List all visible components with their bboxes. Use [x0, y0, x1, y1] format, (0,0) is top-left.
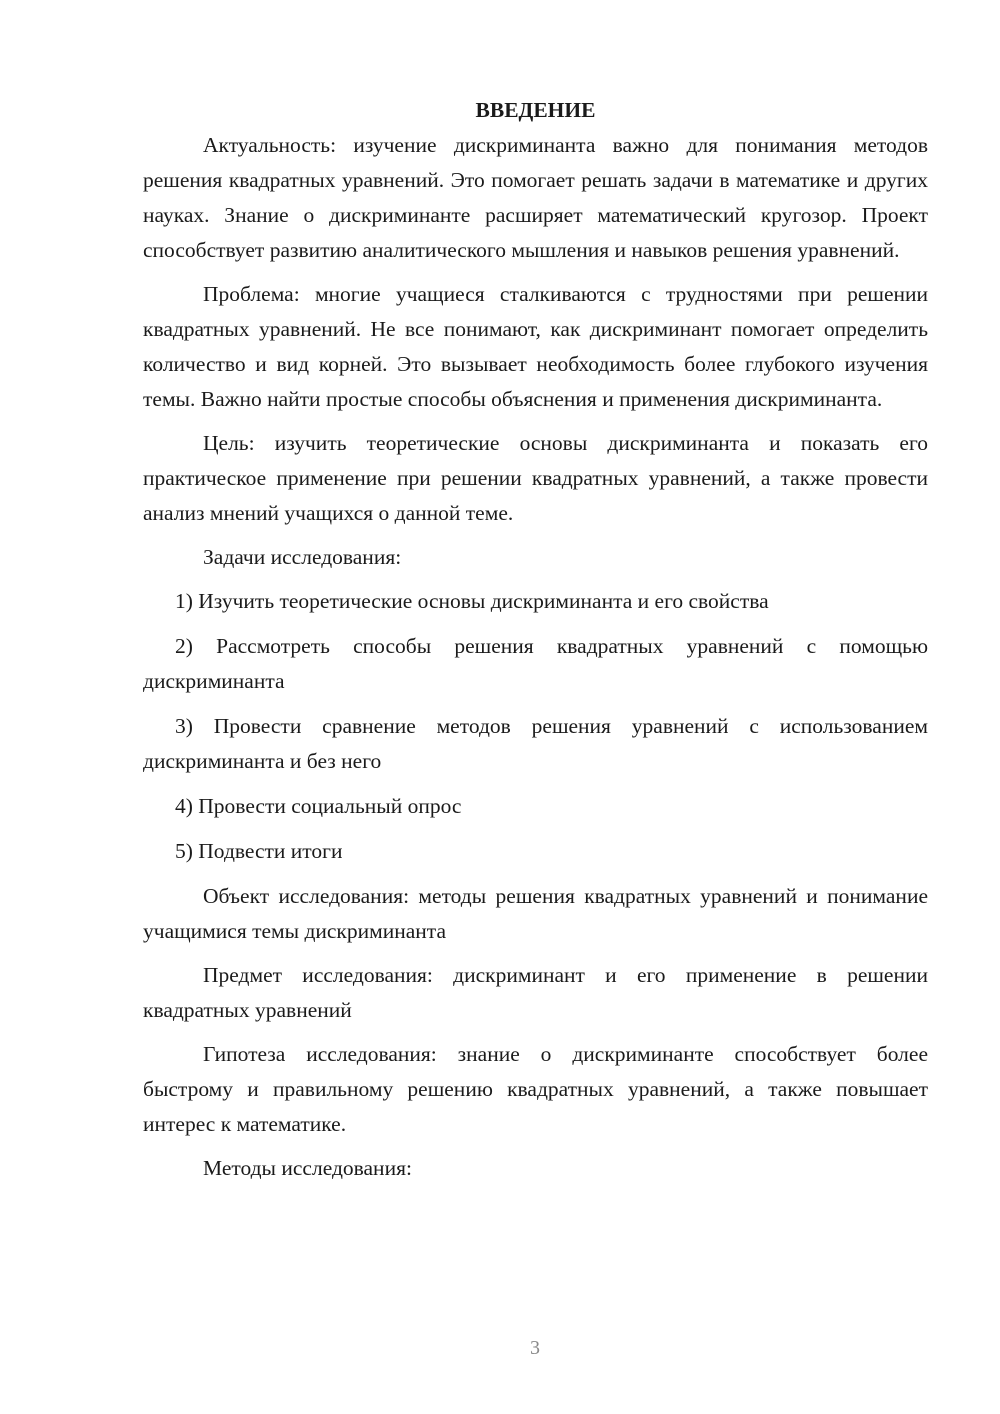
methods-title: Методы исследования: [203, 1156, 412, 1180]
task-item: 3) Провести сравнение методов решения уравнений с использованием дискриминанта и без него [143, 714, 928, 773]
goal-paragraph: Цель: изучить теоретические основы дискриминанта и показать его практическое применение при решении квадратных уравнений, а также провести анализ мнений учащихся о данной теме. [143, 431, 928, 525]
problem-paragraph: Проблема: многие учащиеся сталкиваются с трудностями при решении квадратных уравнений. Не все понимают, как дискриминант помогает определить количество и вид корней. Это вызывает необходимость более глубокого изучения темы. Важно найти простые способы объяснения и применения дискриминанта. [143, 282, 928, 411]
task-item: 2) Рассмотреть способы решения квадратных уравнений с помощью дискриминанта [143, 634, 928, 693]
page-number: 3 [530, 1337, 540, 1359]
task-item: 5) Подвести итоги [175, 839, 343, 863]
subject-paragraph: Предмет исследования: дискриминант и его применение в решении квадратных уравнений [143, 963, 928, 1022]
page-content [143, 92, 928, 1195]
hypothesis-paragraph: Гипотеза исследования: знание о дискриминанте способствует более быстрому и правильному решению квадратных уравнений, а также повышает интерес к математике. [143, 1042, 928, 1136]
object-paragraph: Объект исследования: методы решения квадратных уравнений и понимание учащимися темы дискриминанта [143, 884, 928, 943]
tasks-title: Задачи исследования: [203, 545, 402, 569]
task-item: 1) Изучить теоретические основы дискриминанта и его свойства [175, 589, 769, 613]
section-heading: ВВЕДЕНИЕ [475, 98, 596, 122]
relevance-paragraph: Актуальность: изучение дискриминанта важно для понимания методов решения квадратных уравнений. Это помогает решать задачи в математике и других науках. Знание о дискриминанте расширяет математический кругозор. Проект способствует развитию аналитического мышления и навыков решения уравнений. [143, 133, 928, 262]
task-item: 4) Провести социальный опрос [175, 794, 462, 818]
